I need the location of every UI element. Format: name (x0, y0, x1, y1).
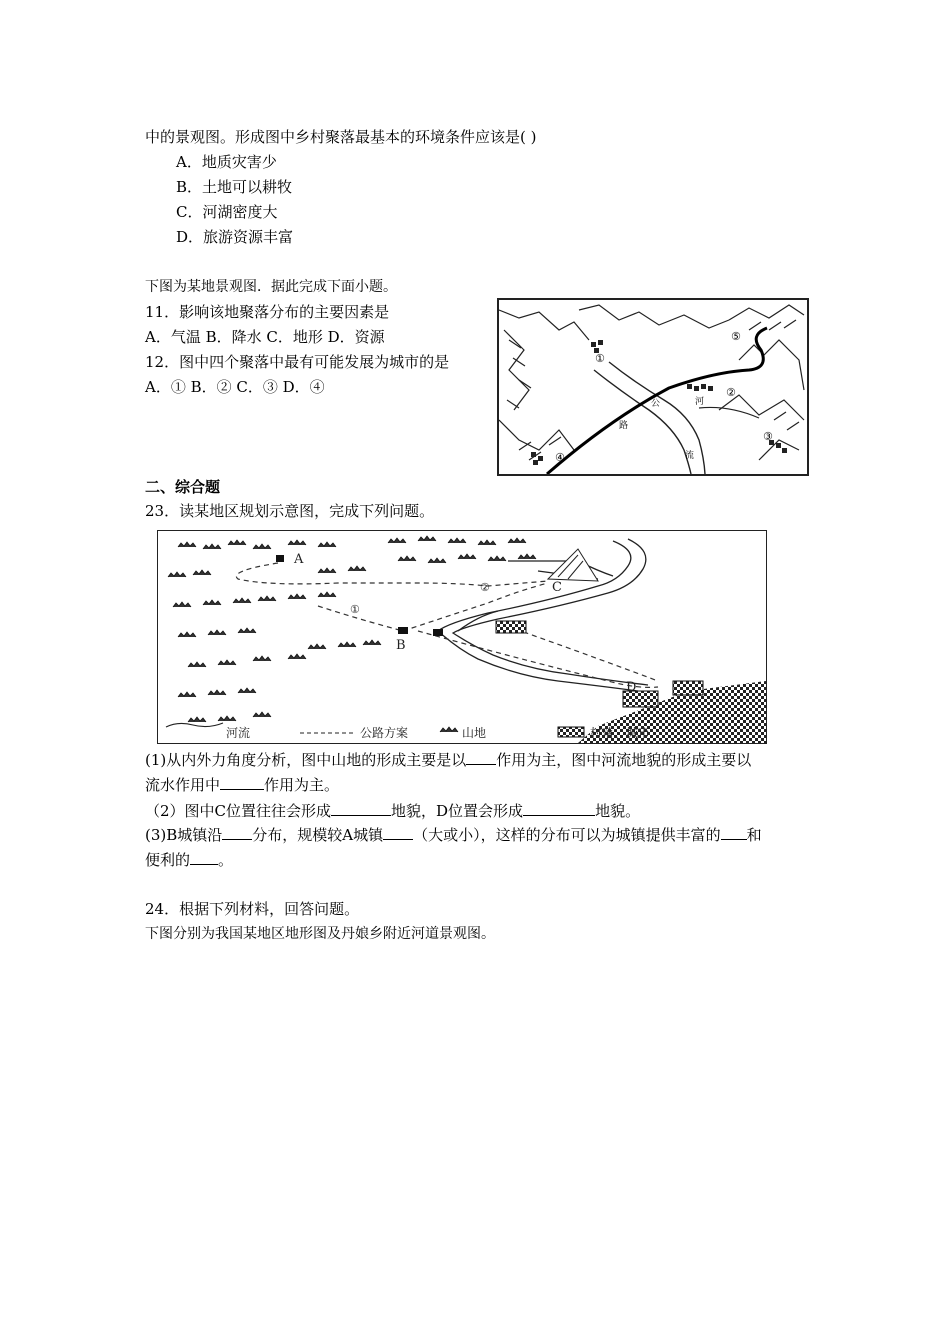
answer-blank[interactable] (331, 800, 391, 816)
point-label-c: C (552, 580, 562, 595)
answer-blank[interactable] (383, 824, 413, 840)
legend-road-label: 公路方案 (360, 726, 409, 740)
q23-part1-line1 (145, 749, 751, 770)
point-label-d: D (626, 680, 637, 695)
legend-settlement-label: 村落、城市 (590, 726, 651, 740)
settlement-label-2: ② (726, 386, 736, 399)
answer-blank[interactable] (466, 749, 496, 765)
settlement-label-1: ① (595, 352, 605, 365)
q23-part1-line2 (145, 774, 339, 795)
q23-part3-line1 (145, 824, 762, 845)
section-heading: 二、综合题 (145, 478, 221, 496)
route-label-1: ① (350, 603, 360, 616)
q10-option-c: C．河湖密度大 (176, 203, 278, 221)
q12-stem: 12．图中四个聚落中最有可能发展为城市的是 (145, 353, 450, 371)
q23-part3-text-e: 便利的 (145, 851, 191, 869)
q23-part2-text-b: 地貌，D位置会形成 (391, 802, 524, 820)
legend-river-icon (166, 723, 223, 727)
q23-part1-text-a: (1)从内外力角度分析，图中山地的形成主要是以 (145, 751, 467, 769)
q23-stem: 23．读某地区规划示意图，完成下列问题。 (145, 502, 435, 520)
q11-options: A．气温 B．降水 C．地形 D．资源 (145, 328, 385, 346)
q23-part2-text-a: （2）图中C位置往往会形成 (145, 802, 332, 820)
answer-blank[interactable] (721, 824, 747, 840)
legend-mountain-icon (440, 727, 458, 732)
answer-blank[interactable] (220, 774, 264, 790)
answer-blank[interactable] (222, 824, 252, 840)
point-label-b: B (396, 638, 406, 653)
river-label-2: 流 (685, 451, 695, 461)
q10-option-b: B．土地可以耕牧 (176, 178, 293, 196)
settlement-label-4: ④ (555, 451, 565, 464)
q23-part3-text-b: 分布，规模较A城镇 (252, 826, 384, 844)
q10-option-d: D．旅游资源丰富 (176, 228, 294, 246)
q24-stem: 24．根据下列材料，回答问题。 (145, 900, 360, 918)
q23-part1-text-c: 流水作用中 (145, 776, 221, 794)
set-intro: 下图为某地景观图．据此完成下面小题。 (145, 279, 397, 295)
settlement-landscape-figure (497, 298, 809, 476)
q23-part1-text-b: 作用为主，图中河流地貌的形成主要以 (496, 751, 752, 769)
q24-material: 下图分别为我国某地区地形图及丹娘乡附近河道景观图。 (145, 926, 495, 942)
answer-blank[interactable] (523, 800, 595, 816)
q12-options: A．① B．② C．③ D．④ (145, 378, 325, 396)
settlement-label-5: ⑤ (731, 330, 741, 343)
q23-part1-text-d: 作用为主。 (264, 776, 340, 794)
road-label-2: 路 (619, 421, 629, 431)
q23-part3-text-d: 和 (746, 826, 762, 844)
settlement-label-3: ③ (763, 430, 773, 443)
planning-map-figure (157, 530, 767, 744)
q10-stem: 中的景观图。形成图中乡村聚落最基本的环境条件应该是( ) (145, 128, 537, 146)
legend-mountain-label: 山地 (462, 726, 487, 740)
q23-part3-line2 (145, 849, 233, 870)
road-label-1: 公 (651, 399, 661, 409)
q23-part2-text-c: 地貌。 (595, 802, 641, 820)
q10-option-a: A．地质灾害少 (176, 153, 277, 171)
river-label-1: 河 (695, 397, 705, 407)
legend-settlement-icon (558, 727, 584, 737)
point-label-a: A (294, 552, 304, 567)
q23-part3-text-c: （大或小），这样的分布可以为城镇提供丰富的 (413, 826, 721, 844)
q23-part3-text-f: 。 (218, 851, 234, 869)
q11-stem: 11．影响该地聚落分布的主要因素是 (145, 303, 390, 321)
route-label-2: ② (480, 581, 490, 594)
legend-river-label: 河流 (226, 726, 251, 740)
answer-blank[interactable] (190, 849, 218, 865)
q23-part2 (145, 800, 640, 821)
q23-part3-text-a: (3)B城镇沿 (145, 826, 223, 844)
